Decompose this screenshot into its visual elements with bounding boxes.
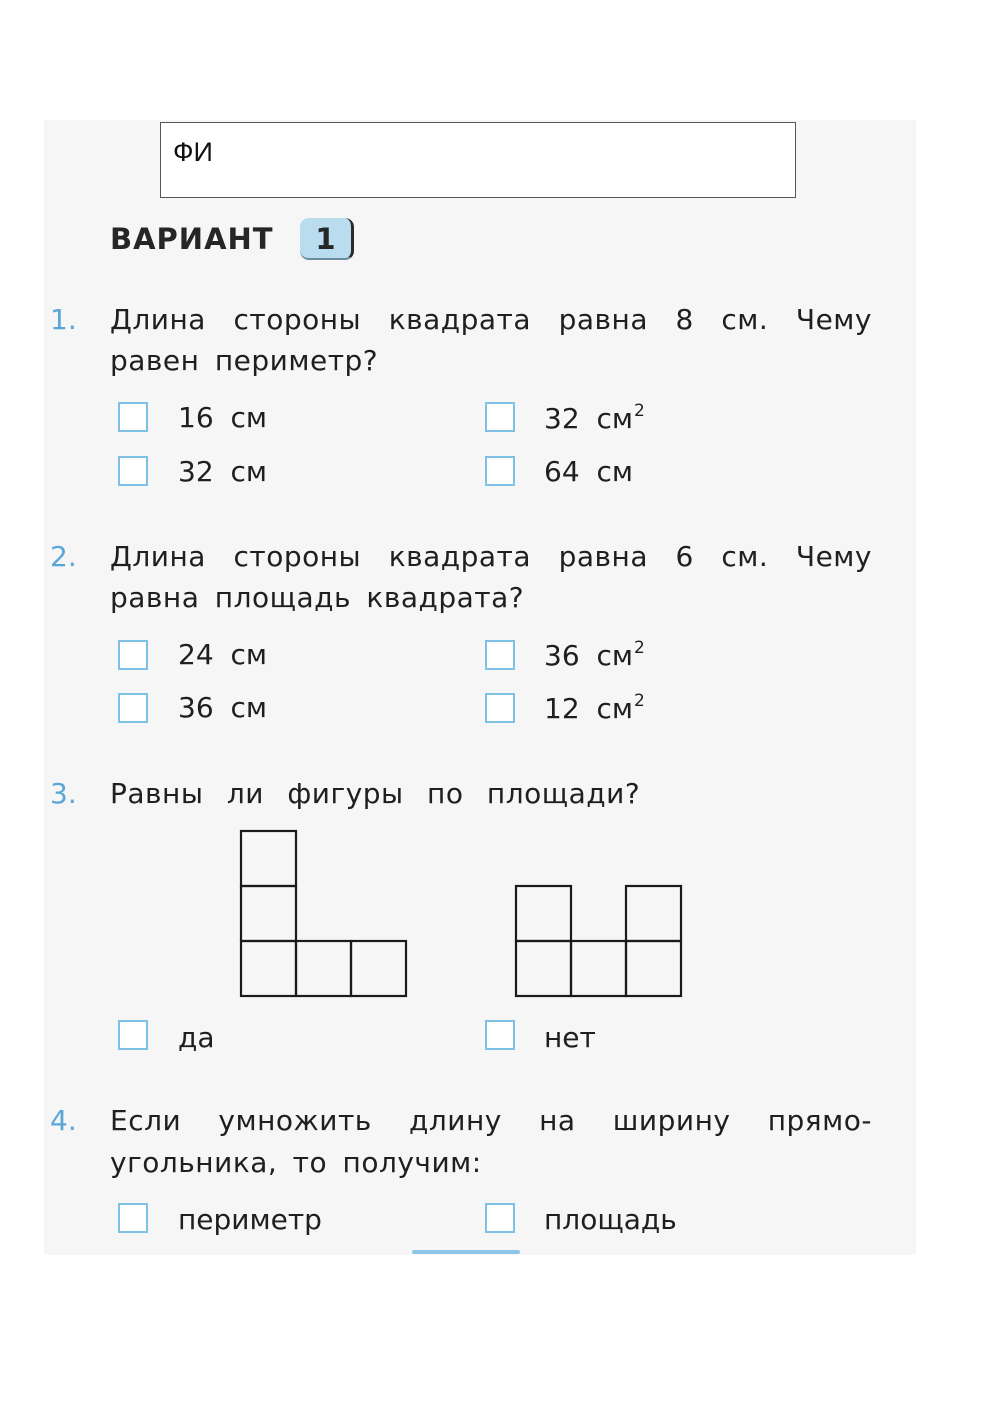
answer-checkbox[interactable]: [485, 456, 515, 486]
answer-option-label: 36 $см^2$: [544, 638, 645, 672]
question-text-line: равен периметр?: [110, 344, 379, 377]
answer-option-label: площадь: [544, 1203, 677, 1236]
answer-option-label: 32 $см^2$: [544, 401, 645, 435]
answer-checkbox[interactable]: [485, 402, 515, 432]
name-field[interactable]: [160, 122, 796, 198]
answer-checkbox[interactable]: [485, 1203, 515, 1233]
question-number: 1.: [50, 303, 77, 336]
answer-option-label: да: [178, 1021, 215, 1054]
question-text-line: Длина стороны квадрата равна 6 см. Чему: [110, 540, 872, 573]
variant-number-badge: 1: [300, 218, 354, 260]
answer-option-label: 16 см: [178, 401, 268, 434]
answer-option-label: 32 см: [178, 455, 268, 488]
worksheet-background: [44, 120, 916, 1255]
question-text-line: Длина стороны квадрата равна 8 см. Чему: [110, 303, 872, 336]
variant-title: ВАРИАНТ: [110, 222, 274, 256]
answer-checkbox[interactable]: [118, 456, 148, 486]
question-text-line: Равны ли фигуры по площади?: [110, 777, 641, 810]
answer-checkbox[interactable]: [485, 1020, 515, 1050]
name-field-label: ФИ: [173, 137, 213, 167]
answer-checkbox[interactable]: [118, 402, 148, 432]
question-text-line: равна площадь квадрата?: [110, 581, 525, 614]
answer-checkbox[interactable]: [485, 640, 515, 670]
answer-option-label: 64 см: [544, 455, 634, 488]
question-number: 3.: [50, 777, 77, 810]
answer-option-label: 12 $см^2$: [544, 691, 645, 725]
answer-checkbox[interactable]: [118, 1020, 148, 1050]
answer-option-label: 36 см: [178, 691, 268, 724]
answer-checkbox[interactable]: [485, 693, 515, 723]
answer-checkbox[interactable]: [118, 640, 148, 670]
question-text-line: Если умножить длину на ширину прямо-: [110, 1104, 872, 1137]
answer-checkbox[interactable]: [118, 693, 148, 723]
question-number: 2.: [50, 540, 77, 573]
question-number: 4.: [50, 1104, 77, 1137]
answer-option-label: периметр: [178, 1203, 322, 1236]
page-edge-mark: [412, 1250, 520, 1254]
answer-checkbox[interactable]: [118, 1203, 148, 1233]
answer-option-label: 24 см: [178, 638, 268, 671]
question-text-line: угольника, то получим:: [110, 1146, 482, 1179]
answer-option-label: нет: [544, 1021, 596, 1054]
